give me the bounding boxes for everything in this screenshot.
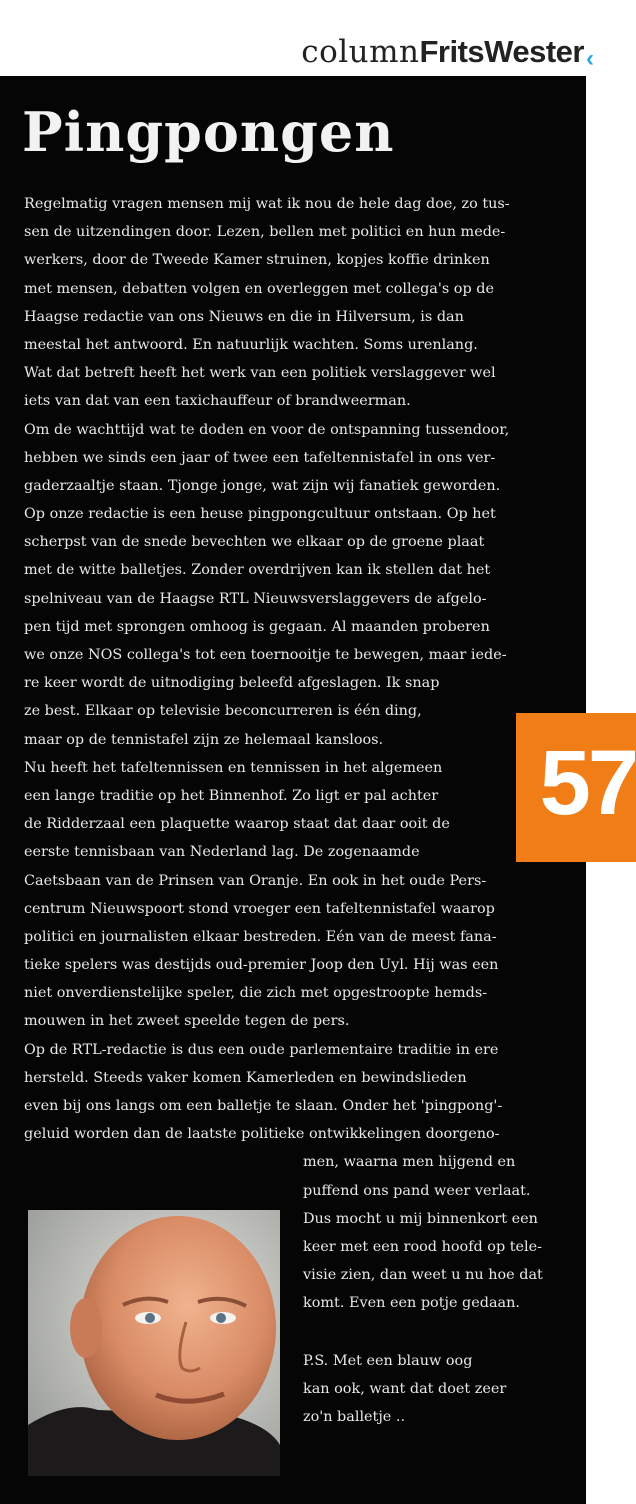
text-line: werkers, door de Tweede Kamer struinen, kopjes koffie drinken (24, 252, 490, 269)
text-line: politici en journalisten elkaar bestreden. Eén van de meest fana- (24, 928, 497, 945)
text-line: spelniveau van de Haagse RTL Nieuwsverslaggevers de afgelo- (24, 590, 487, 607)
text-line: een lange traditie op het Binnenhof. Zo ligt er pal achter (24, 787, 439, 804)
text-line: geluid worden dan de laatste politieke ontwikkelingen doorgeno- (24, 1126, 500, 1143)
text-line: komt. Even een potje gedaan. (303, 1295, 520, 1312)
text-line: kan ook, want dat doet zeer (303, 1380, 507, 1397)
column-label: column (301, 34, 420, 70)
text-line: pen tijd met sprongen omhoog is gegaan. Al maanden proberen (24, 618, 490, 635)
text-line: meestal het antwoord. En natuurlijk wachten. Soms urenlang. (24, 336, 478, 353)
article-title: Pingpongen (22, 100, 395, 164)
text-line: Nu heeft het tafeltennissen en tennissen in het algemeen (24, 759, 443, 776)
text-line: Caetsbaan van de Prinsen van Oranje. En ook in het oude Pers- (24, 872, 487, 889)
text-line: Om de wachttijd wat te doden en voor de ontspanning tussendoor, (24, 421, 510, 438)
text-line: eerste tennisbaan van Nederland lag. De zogenaamde (24, 844, 420, 861)
text-line: hebben we sinds een jaar of twee een tafeltennistafel in ons ver- (24, 449, 496, 466)
text-line: de Ridderzaal een plaquette waarop staat dat daar ooit de (24, 816, 450, 833)
body-section-4 (303, 1148, 543, 1317)
text-line: zo'n balletje .. (303, 1408, 406, 1425)
text-line: P.S. Met een blauw oog (303, 1352, 473, 1369)
page-number-badge (516, 713, 636, 862)
text-line: sen de uitzendingen door. Lezen, bellen met politici en hun mede- (24, 224, 506, 241)
text-line: we onze NOS collega's tot een toernooitje te bewegen, maar iede- (24, 647, 507, 663)
page-header (0, 0, 636, 76)
text-line: Haagse redactie van ons Nieuws en die in Hilversum, is dan (24, 308, 464, 325)
text-line: Op onze redactie is een heuse pingpongcultuur ontstaan. Op het (24, 506, 496, 523)
text-line: even bij ons langs om een balletje te slaan. Onder het 'pingpong'- (24, 1098, 503, 1114)
column-title (301, 34, 584, 70)
text-line: visie zien, dan weet u nu hoe dat (303, 1267, 543, 1284)
author-photo (28, 1210, 280, 1476)
text-line: Dus mocht u mij binnenkort een (303, 1210, 538, 1227)
text-line: met de witte balletjes. Zonder overdrijven kan ik stellen dat het (24, 562, 491, 579)
columnist-name: FritsWester (419, 34, 584, 69)
body-section-3 (24, 867, 543, 1149)
text-line: met mensen, debatten volgen en overleggen met collega's op de (24, 280, 494, 297)
body-section-1 (24, 190, 543, 669)
text-line: scherpst van de snede bevechten we elkaar op de groene plaat (24, 534, 485, 551)
text-line: tieke spelers was destijds oud-premier Joop den Uyl. Hij was een (24, 957, 499, 974)
text-line: mouwen in het zweet speelde tegen de pers. (24, 1013, 350, 1030)
text-line: Regelmatig vragen mensen mij wat ik nou de hele dag doe, zo tus- (24, 196, 510, 212)
text-line: puffend ons pand weer verlaat. (303, 1182, 531, 1199)
text-line: niet onverdienstelijke speler, die zich met opgestroopte hemds- (24, 985, 488, 1002)
text-line: Op de RTL-redactie is dus een oude parlementaire traditie in ere (24, 1041, 499, 1058)
body-postscript (303, 1347, 543, 1432)
text-line: men, waarna men hijgend en (303, 1154, 516, 1171)
text-line: maar op de tennistafel zijn ze helemaal kansloos. (24, 731, 384, 748)
chevron-left-icon: ‹ (586, 45, 594, 72)
text-line: re keer wordt de uitnodiging beleefd afgeslagen. Ik snap (24, 675, 440, 692)
text-line: centrum Nieuwspoort stond vroeger een tafeltennistafel waarop (24, 900, 495, 917)
text-line: gaderzaaltje staan. Tjonge jonge, wat zijn wij fanatiek geworden. (24, 477, 501, 494)
body-section-2 (24, 669, 543, 866)
text-line: Wat dat betreft heeft het werk van een politiek verslaggever wel (24, 365, 496, 382)
page-number: 57 (539, 732, 636, 834)
text-line: iets van dat van een taxichauffeur of brandweerman. (24, 393, 411, 410)
text-line: hersteld. Steeds vaker komen Kamerleden en bewindslieden (24, 1069, 467, 1086)
text-line: ze best. Elkaar op televisie beconcurreren is één ding, (24, 703, 422, 720)
text-line: keer met een rood hoofd op tele- (303, 1238, 543, 1255)
